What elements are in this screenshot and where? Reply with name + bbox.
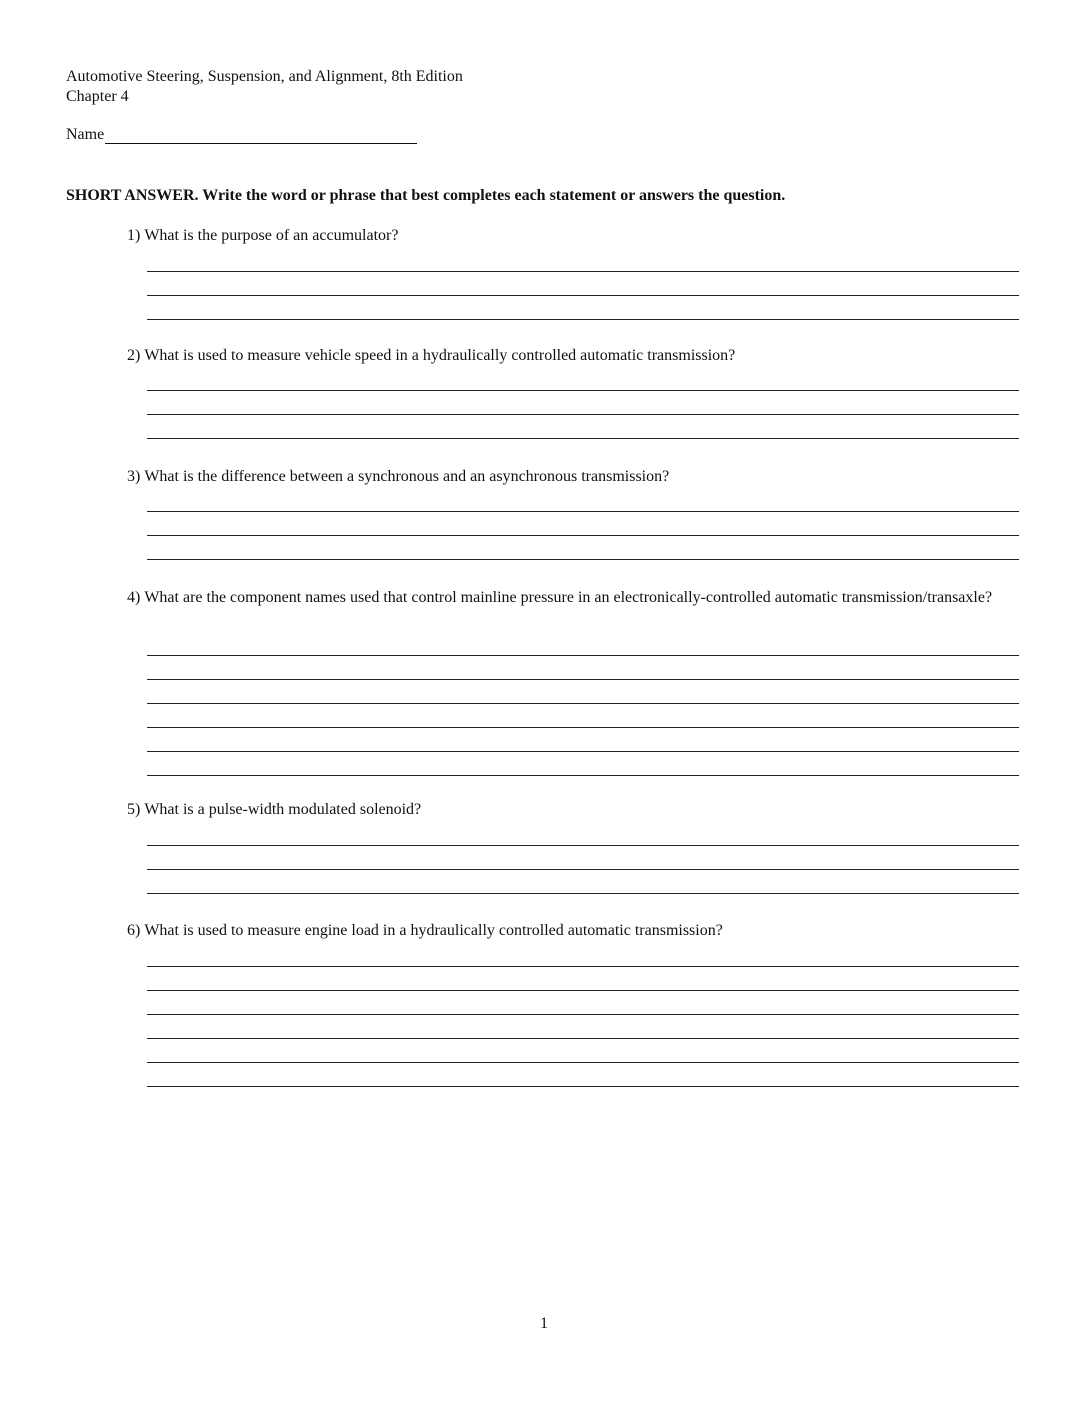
- answer-lines[interactable]: [147, 489, 1019, 561]
- answer-lines[interactable]: [147, 823, 1019, 895]
- question-text: What is used to measure engine load in a hydraulically controlled automatic transmission?: [144, 922, 723, 939]
- answer-line[interactable]: [147, 823, 1019, 846]
- answer-line[interactable]: [147, 1040, 1019, 1063]
- question-4: [127, 586, 1019, 609]
- question-text: What is the purpose of an accumulator?: [144, 227, 399, 244]
- question-number: 3): [127, 468, 141, 485]
- answer-line[interactable]: [147, 729, 1019, 752]
- answer-line[interactable]: [147, 297, 1019, 320]
- answer-line[interactable]: [147, 944, 1019, 967]
- answer-line[interactable]: [147, 416, 1019, 439]
- book-title: Automotive Steering, Suspension, and Alignment, 8th Edition: [66, 68, 463, 85]
- name-input-line[interactable]: [105, 126, 417, 144]
- answer-line[interactable]: [147, 871, 1019, 894]
- answer-line[interactable]: [147, 489, 1019, 512]
- answer-line[interactable]: [147, 249, 1019, 272]
- question-5: [127, 798, 1019, 821]
- question-text: What is used to measure vehicle speed in a hydraulically controlled automatic transmission?: [144, 347, 736, 364]
- document-header: [66, 67, 463, 107]
- answer-line[interactable]: [147, 1016, 1019, 1039]
- answer-line[interactable]: [147, 392, 1019, 415]
- question-number: 4): [127, 589, 141, 606]
- chapter-label: Chapter 4: [66, 88, 129, 105]
- question-1: [127, 224, 1019, 247]
- answer-line[interactable]: [147, 968, 1019, 991]
- question-number: 5): [127, 801, 141, 818]
- answer-line[interactable]: [147, 273, 1019, 296]
- answer-line[interactable]: [147, 537, 1019, 560]
- question-text: What is a pulse-width modulated solenoid?: [144, 801, 422, 818]
- question-text: What is the difference between a synchronous and an asynchronous transmission?: [144, 468, 670, 485]
- answer-line[interactable]: [147, 753, 1019, 776]
- question-number: 2): [127, 347, 141, 364]
- answer-lines[interactable]: [147, 368, 1019, 440]
- answer-line[interactable]: [147, 847, 1019, 870]
- name-label: Name: [66, 126, 105, 143]
- question-3: [127, 465, 1019, 488]
- answer-line[interactable]: [147, 1064, 1019, 1087]
- answer-line[interactable]: [147, 657, 1019, 680]
- answer-lines[interactable]: [147, 633, 1019, 777]
- answer-line[interactable]: [147, 368, 1019, 391]
- answer-lines[interactable]: [147, 944, 1019, 1088]
- page-number: 1: [540, 1315, 548, 1332]
- question-number: 1): [127, 227, 141, 244]
- answer-line[interactable]: [147, 633, 1019, 656]
- name-field: [66, 126, 417, 144]
- answer-line[interactable]: [147, 705, 1019, 728]
- answer-line[interactable]: [147, 513, 1019, 536]
- question-6: [127, 919, 1019, 942]
- section-instructions: SHORT ANSWER. Write the word or phrase that best completes each statement or answers the question.: [66, 187, 786, 204]
- question-text: What are the component names used that control mainline pressure in an electronically-controlled automatic transmission/transaxle?: [144, 589, 993, 606]
- answer-line[interactable]: [147, 992, 1019, 1015]
- answer-lines[interactable]: [147, 249, 1019, 321]
- question-number: 6): [127, 922, 141, 939]
- answer-line[interactable]: [147, 681, 1019, 704]
- question-2: [127, 344, 1019, 367]
